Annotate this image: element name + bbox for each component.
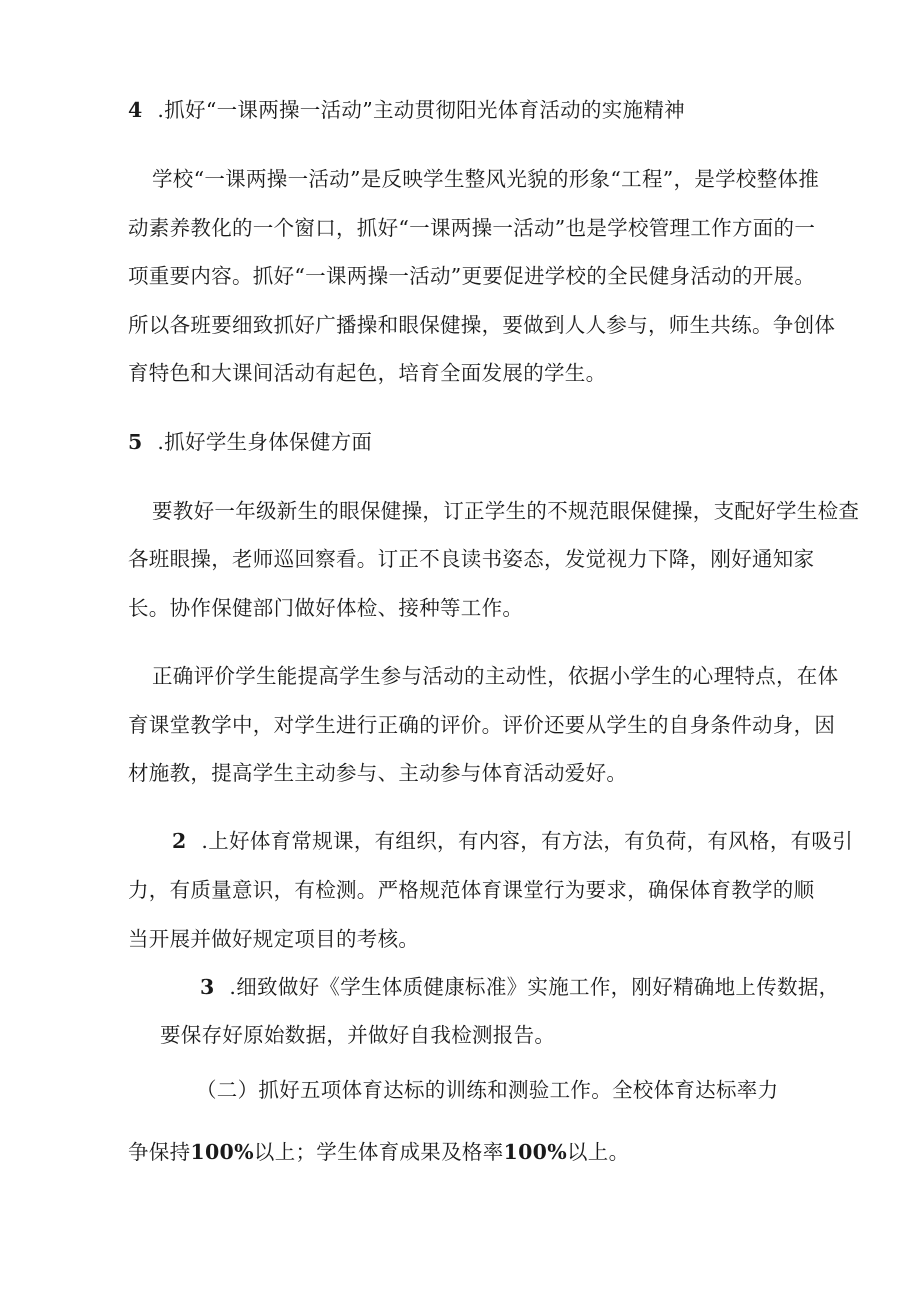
heading-text: .抓好“一课两操一活动”主动贯彻阳光体育活动的实施精神 [157, 98, 685, 122]
text-segment: 以上。 [566, 1140, 630, 1164]
paragraph-line: 长。协作保健部门做好体检、接种等工作。 [128, 596, 524, 620]
paragraph-line: 学校“一课两操一活动”是反映学生整风光貌的形象“工程”，是学校整体推 [152, 167, 820, 191]
paragraph-line: 当开展并做好规定项目的考核。 [128, 927, 420, 951]
paragraph-line: 正确评价学生能提高学生参与活动的主动性，依据小学生的心理特点，在体 [152, 664, 839, 688]
heading-text: .抓好学生身体保健方面 [157, 430, 373, 454]
section-number: 4 [128, 98, 143, 122]
section-5-heading [128, 428, 372, 456]
percentage: 100% [503, 1140, 567, 1164]
text-segment: 争保持 [128, 1140, 191, 1164]
item-2-line [172, 827, 853, 855]
item-text: .细致做好《学生体质健康标准》实施工作，刚好精确地上传数据， [229, 975, 840, 999]
paragraph-line: 育特色和大课间活动有起色，培育全面发展的学生。 [128, 361, 607, 385]
item-number: 2 [172, 829, 187, 853]
paragraph-line: 项重要内容。抓好“一课两操一活动”更要促进学校的全民健身活动的开展。 [128, 264, 816, 288]
paragraph-line: 各班眼操，老师巡回察看。订正不良读书姿态，发觉视力下降，刚好通知家 [128, 547, 815, 571]
paragraph-line: 要教好一年级新生的眼保健操，订正学生的不规范眼保健操，支配好学生检查 [152, 499, 860, 523]
section-number: 5 [128, 430, 143, 454]
paragraph-line: 要保存好原始数据，并做好自我检测报告。 [160, 1023, 556, 1047]
paragraph-line: 动素养教化的一个窗口，抓好“一课两操一活动”也是学校管理工作方面的一 [128, 216, 816, 240]
text-segment: 以上；学生体育成果及格率 [253, 1140, 504, 1164]
paragraph-line: 育课堂教学中，对学生进行正确的评价。评价还要从学生的自身条件动身，因 [128, 713, 836, 737]
paragraph-line: 材施教，提高学生主动参与、主动参与体育活动爱好。 [128, 761, 628, 785]
item-3-line [200, 973, 839, 1001]
percentage: 100% [190, 1140, 254, 1164]
item-text: .上好体育常规课，有组织，有内容，有方法，有负荷，有风格，有吸引 [201, 829, 854, 853]
item-number: 3 [200, 975, 215, 999]
paragraph-line: 力，有质量意识，有检测。严格规范体育课堂行为要求，确保体育教学的顺 [128, 878, 815, 902]
paragraph-line: 所以各班要细致抓好广播操和眼保健操，要做到人人参与，师生共练。争创体 [128, 313, 836, 337]
part-2-line: （二）抓好五项体育达标的训练和测验工作。全校体育达标率力 [196, 1078, 779, 1102]
part-2-line [128, 1138, 629, 1166]
section-4-heading [128, 96, 685, 124]
